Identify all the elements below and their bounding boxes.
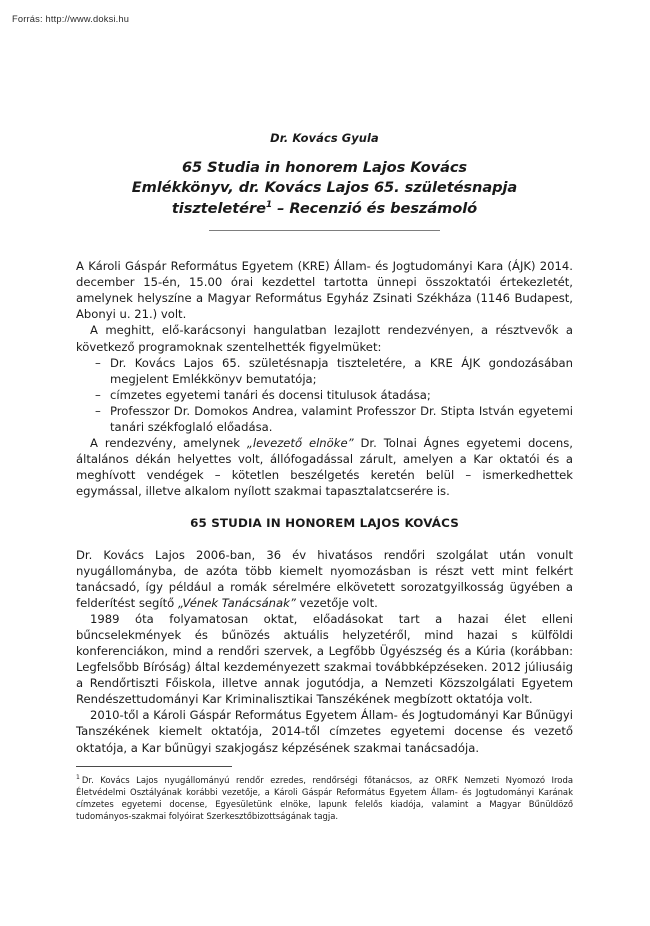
title-line-3-tail: – Recenzió és beszámoló: [272, 199, 478, 217]
title-line-3: [76, 199, 573, 219]
paragraph-closing-part-b: Dr. Tolnai Ágnes egyetemi docens, általános dékán helyettes volt, állófogadással zárult, amelyen a Kar oktatói és a meghívott vendégek – kötetlen beszélgetés keretén belül – ismerkedhettek egymással, illetve alkalom nyílott szakmai tapasztalatcserére is.: [76, 435, 573, 498]
section-heading: 65 STUDIA IN HONOREM LAJOS KOVÁCS: [190, 515, 459, 530]
title-line-1: 65 Studia in honorem Lajos Kovács: [181, 159, 468, 176]
list-item-label: címzetes egyetemi tanári és docensi titulusok átadása;: [110, 387, 431, 402]
footnote-area: [76, 766, 573, 822]
footnote-marker: 1: [76, 774, 80, 782]
title-footnote-marker: 1: [265, 199, 273, 210]
footnote-body: Dr. Kovács Lajos nyugállományú rendőr ezredes, rendőrségi főtanácsos, az ORFK Nemzeti Nyomozó Iroda Életvédelmi Osztályának korábbi vezetője, a Károli Gáspár Református Egyetem Állam- és Jogtudományi Karának címzetes egyetemi docense, Egyesületünk elnöke, lapunk felelős kiadója, valamint a Magyar Bűnüldöző tudományos-szakmai folyóirat Szerkesztőbizottságának tagja.: [76, 775, 573, 821]
paragraph-programs-lead: A meghitt, elő-karácsonyi hangulatban lezajlott rendezvényen, a résztvevők a következő programoknak szentelhették figyelmüket:: [76, 323, 573, 354]
paragraph-intro: A Károli Gáspár Református Egyetem (KRE) Állam- és Jogtudományi Kara (ÁJK) 2014. december 15-én, 15.00 órai kezdettel tartotta ünnepi összoktatói értekezletét, amelynek helyszíne a Magyar Református Egyház Zsinati Székháza (1146 Budapest, Abonyi u. 21.) volt.: [76, 259, 573, 322]
list-item: [76, 355, 573, 387]
paragraph-biography: [76, 547, 573, 611]
title-line-2: Emlékkönyv, dr. Kovács Lajos 65. születésnapja: [131, 179, 518, 197]
list-item-label: Dr. Kovács Lajos 65. születésnapja tiszteletére, a KRE ÁJK gondozásában megjelent Emlékkönyv bemutatója;: [110, 355, 573, 386]
author-line: Dr. Kovács Gyula: [270, 131, 379, 145]
footnote-divider: [76, 766, 232, 767]
dash-marker: –: [95, 387, 101, 402]
paragraph-biography-part-b: vezetője volt.: [295, 596, 378, 611]
dash-marker: –: [95, 355, 101, 370]
paragraph-biography-part-a: Dr. Kovács Lajos 2006-ban, 36 év hivatásos rendőri szolgálat után vonult nyugállományba, de azóta több kiemelt nyomozásban is részt vett mint felkért tanácsadó, így például a romák sérelmére elkövetett sorozatgyilkosság ügyében a felderítést segítő: [76, 547, 573, 611]
quoted-phrase-levezeto-elnoke: „levezető elnöke”: [246, 435, 354, 450]
source-watermark: Forrás: http://www.doksi.hu: [12, 14, 130, 24]
list-item: [76, 403, 573, 435]
paragraph-teaching: 1989 óta folyamatosan oktat, előadásokat tart a hazai élet elleni bűncselekmények és bűnözés aktuális helyzetéről, mind hazai s külföldi konferenciákon, mind a rendőri szervek, a Legfőbb Ügyészség és a Kúria (korábban: Legfelsőbb Bíróság) által kezdeményezett szakmai továbbképzéseken. 2012 júliusáig a Rendőrtiszti Főiskola, illetve annak jogutódja, a Nemzeti Közszolgálati Egyetem Rendészettudományi Kar Kriminalisztikai Tanszékének megbízott oktatója volt.: [76, 612, 573, 707]
paragraph-closing: [76, 435, 573, 499]
paragraph-closing-part-a: A rendezvény, amelynek: [90, 435, 247, 450]
quoted-phrase-venek-tanacsanak: „Vének Tanácsának”: [177, 596, 296, 611]
program-list: [76, 355, 573, 435]
list-item: [76, 387, 573, 403]
footnote-text: [76, 774, 573, 822]
list-item-label: Professzor Dr. Domokos Andrea, valamint Professzor Dr. Stipta István egyetemi tanári székfoglaló előadása.: [110, 403, 573, 434]
title-line-3-text: tiszteletére: [171, 199, 266, 217]
paragraph-recent-roles: 2010-től a Károli Gáspár Református Egyetem Állam- és Jogtudományi Kar Bűnügyi Tanszékének kiemelt oktatója, 2014-től címzetes egyetemi docense és vezető oktatója, a Kar bűnügyi szakjogász képzésének szakmai tanácsadója.: [76, 708, 573, 755]
title-divider: [209, 230, 440, 231]
page-title: [76, 158, 573, 219]
dash-marker: –: [95, 403, 101, 418]
document-content: [76, 0, 573, 756]
